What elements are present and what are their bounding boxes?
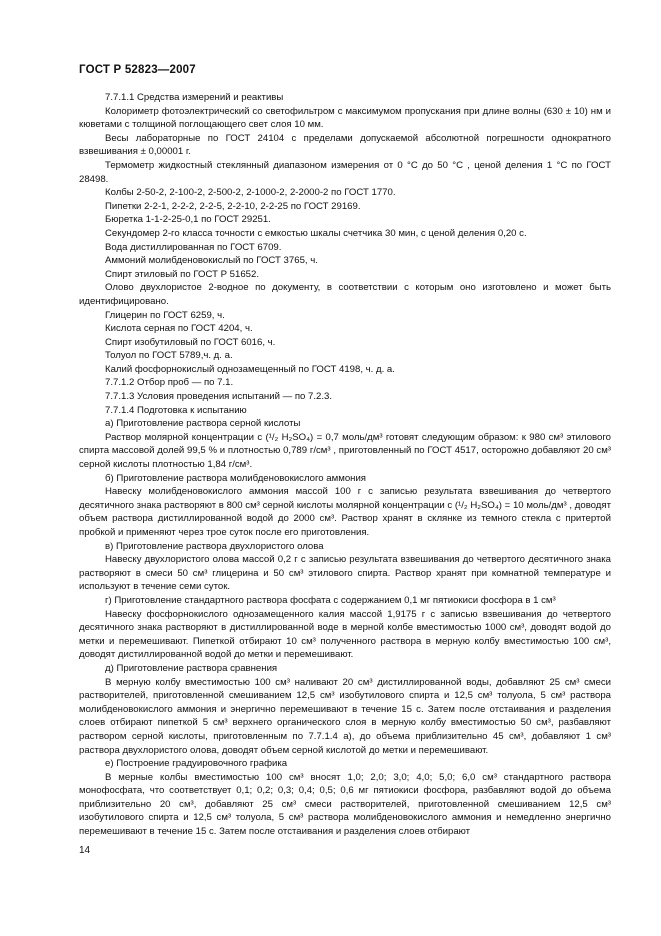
paragraph: В мерную колбу вместимостью 100 см³ наливают 20 см³ дистиллированной воды, добавляют 25 см³ смеси растворителей, приготовленной смешиванием 12,5 см³ изобутилового спирта и 12,5 см³ толуола, 5 см³ раствора молибденовокислого аммония и энергично перемешивают в течение 15 с. Затем после отстаивания и разделения слоев отбирают пипеткой 5 см³ верхнего органического слоя в мерную колбу вместимостью 50 см³, разбавляют раствором серной кислоты, приготовленным по 7.7.1.4 а), до объема приблизительно 45 см³, добавляют 1 см³ раствора двухлористого олова, доводят объем серной кислотой до метки и перемешивают. — [79, 676, 611, 756]
paragraph: Калий фосфорнокислый однозамещенный по ГОСТ 4198, ч. д. а. — [105, 363, 395, 375]
paragraph: Весы лабораторные по ГОСТ 24104 с пределами допускаемой абсолютной погрешности однократного взвешивания ± 0,00001 г. — [79, 132, 611, 158]
paragraph: Секундомер 2-го класса точности с емкостью шкалы счетчика 30 мин, с ценой деления 0,20 с. — [105, 227, 527, 239]
paragraph: Термометр жидкостный стеклянный диапазоном измерения от 0 °С до 50 °С , ценой деления 1 °С по ГОСТ 28498. — [79, 159, 611, 185]
paragraph: Кислота серная по ГОСТ 4204, ч. — [105, 323, 253, 335]
document-header: ГОСТ Р 52823—2007 — [79, 64, 196, 76]
paragraph: Навеску фосфорнокислого однозамещенного калия массой 1,9175 г с записью взвешивания до четвертого десятичного знака растворяют в дистиллированной воде в мерной колбе вместимостью 1000 см³, доводят водой до метки и перемешивают. Пипеткой отбирают 10 см³ полученного раствора в мерную колбу вместимостью 100 см³, доводят дистиллированной водой до метки и перемешивают. — [79, 608, 611, 661]
paragraph: Толуол по ГОСТ 5789,ч. д. а. — [105, 350, 233, 362]
paragraph: Аммоний молибденовокислый по ГОСТ 3765, ч. — [105, 255, 318, 267]
page-number: 14 — [79, 845, 91, 856]
paragraph: Пипетки 2-2-1, 2-2-2, 2-2-5, 2-2-10, 2-2-25 по ГОСТ 29169. — [105, 200, 361, 212]
subsection-heading: г) Приготовление стандартного раствора фосфата с содержанием 0,1 мг пятиокиси фосфора в 1 см³ — [105, 594, 556, 606]
paragraph: Спирт изобутиловый по ГОСТ 6016, ч. — [105, 336, 276, 348]
subsection-heading: е) Построение градуировочного графика — [105, 758, 288, 770]
paragraph: Колбы 2-50-2, 2-100-2, 2-500-2, 2-1000-2, 2-2000-2 по ГОСТ 1770. — [105, 187, 396, 199]
subsection-heading: б) Приготовление раствора молибденовокислого аммония — [105, 472, 367, 484]
section-heading: 7.7.1.4 Подготовка к испытанию — [105, 404, 247, 416]
paragraph: В мерные колбы вместимостью 100 см³ вносят 1,0; 2,0; 3,0; 4,0; 5,0; 6,0 см³ стандартного раствора монофосфата, что соответствует 0,1; 0,2; 0,3; 0,4; 0,5; 0,6 мг пятиокиси фосфора, разбавляют водой до объема приблизительно 20 см³, добавляют 25 см³ смеси растворителей, приготовленной смешиванием 12,5 см³ изобутилового спирта и 12,5 см³ толуола, 5 см³ раствора молибденовокислого аммония и немедленно энергично перемешивают в течение 15 с. Затем после отстаивания и разделения слоев отбирают — [79, 771, 611, 838]
paragraph: Раствор молярной концентрации c (¹/₂ H₂SO₄) = 0,7 моль/дм³ готовят следующим образом: к 980 см³ этилового спирта массовой долей 99,5 % и плотностью 0,789 г/см³ , приготовленный по ГОСТ 4517, осторожно добавляют 20 см³ серной кислоты плотностью 1,84 г/см³. — [79, 431, 611, 471]
subsection-heading: д) Приготовление раствора сравнения — [105, 662, 278, 674]
paragraph: Спирт этиловый по ГОСТ Р 51652. — [105, 268, 260, 280]
document-body — [79, 91, 611, 839]
paragraph: Бюретка 1-1-2-25-0,1 по ГОСТ 29251. — [105, 214, 271, 226]
paragraph: Вода дистиллированная по ГОСТ 6709. — [105, 241, 282, 253]
paragraph: Навеску молибденовокислого аммония массой 100 г с записью результата взвешивания до четвертого десятичного знака растворяют в 800 см³ серной кислоты молярной концентрации c (¹/₂ H₂SO₄) = 10 моль/дм³ , доводят объем раствора дистиллированной водой до 2000 см³. Раствор хранят в склянке из темного стекла с притертой пробкой и применяют через трое суток после его приготовления. — [79, 486, 611, 538]
section-heading: 7.7.1.2 Отбор проб — по 7.1. — [105, 377, 234, 389]
paragraph: Глицерин по ГОСТ 6259, ч. — [105, 309, 225, 321]
subsection-heading: а) Приготовление раствора серной кислоты — [105, 418, 301, 430]
paragraph: Навеску двухлористого олова массой 0,2 г с записью результата взвешивания до четвертого десятичного знака растворяют в смеси 50 см³ глицерина и 50 см³ этилового спирта. Раствор хранят при комнатной температуре и используют в течение семи суток. — [79, 554, 611, 593]
paragraph: Колориметр фотоэлектрический со светофильтром с максимумом пропускания при длине волны (630 ± 10) нм и кюветами с толщиной поглощающего свет слоя 10 мм. — [79, 105, 611, 131]
subsection-heading: в) Приготовление раствора двухлористого олова — [105, 540, 324, 552]
section-heading: 7.7.1.3 Условия проведения испытаний — по 7.2.3. — [105, 391, 333, 403]
paragraph: 7.7.1.1 Средства измерений и реактивы — [105, 92, 284, 103]
paragraph: Олово двухлористое 2-водное по документу, в соответствии с которым оно изготовлено и может быть идентифицировано. — [79, 282, 611, 307]
